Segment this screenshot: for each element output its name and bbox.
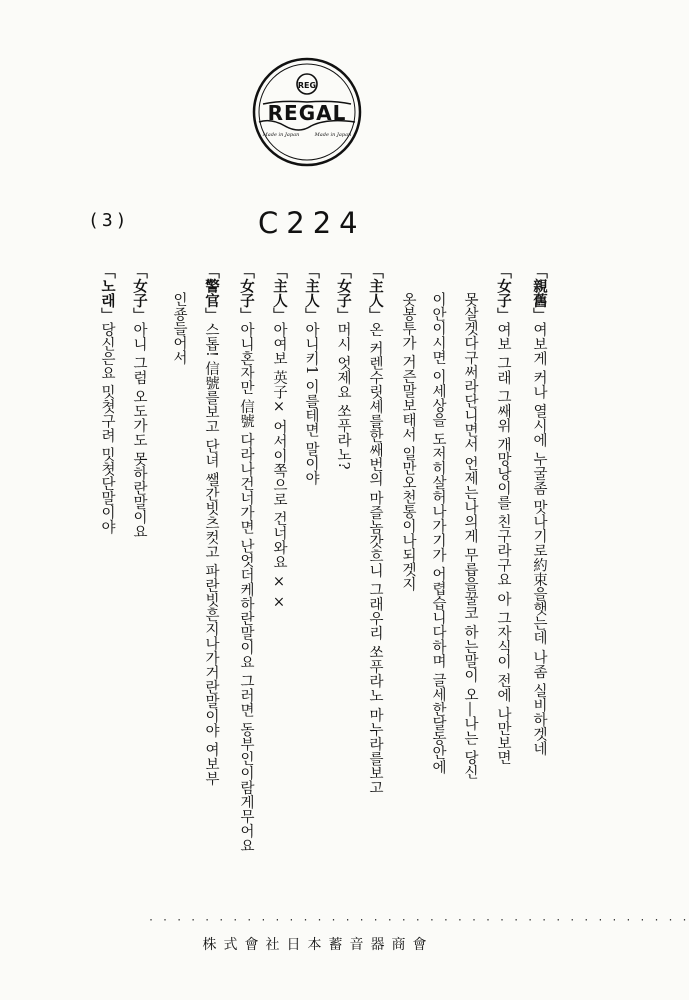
speaker-label: 「主人」: [367, 264, 384, 322]
line-text: 아여보 英子× 어서이쪽으로 건너와요 × ×: [271, 322, 287, 611]
dialogue-line: [94, 264, 120, 879]
dialogue-line: [126, 264, 152, 879]
line-text: 아니혼자만 信號 다라나건너가면 난엇더케하란말이요 그러면 동부인이람게무어요: [238, 322, 254, 853]
dialogue-line: [266, 264, 292, 879]
line-text: 인죵들어서: [171, 292, 187, 365]
logo-sub-left: Made in Japan: [262, 132, 300, 138]
dialogue-line: [457, 292, 483, 879]
speaker-label: 「女子」: [335, 264, 352, 322]
line-text: 스톱! 信號를보고 단녀 쌜간빗츠컷고 파란빗흔지나가거란말이야 여보부: [203, 322, 219, 786]
line-text: 여보 그래 그쌔위 개망낭이를 친구라구요 아 그자식이 전에 나만보면: [495, 322, 511, 765]
line-text: 온 커렌수릿셰를한쌔번의 마즐놈갓흐니 그래우리 쏘푸라노 마누라를보고: [367, 322, 383, 795]
dialogue-line: [526, 264, 552, 879]
speaker-label: 「警官」: [203, 264, 220, 322]
speaker-label: 「主人」: [271, 264, 288, 322]
dialogue-line: [425, 292, 451, 879]
line-text: 못살겟다구써라단니면서 언제는나의게 무릅을꿀코 하는말이 오―나는 당신: [462, 292, 478, 780]
logo-name: REGAL: [267, 101, 347, 125]
logo-sub-right: Made in Japan: [314, 132, 352, 138]
dialogue-line: [233, 264, 259, 879]
speaker-label: 「女子」: [495, 264, 512, 322]
dialogue-line: [395, 292, 421, 879]
regal-seal-icon: [251, 56, 363, 168]
line-text: 여보게 커나 열시에 누굴좀 맛나기로約束을햇는데 나좀 실비하겟네: [531, 322, 547, 756]
line-text: 머시 엇제요 쏘푸라노?: [335, 322, 351, 470]
dialogue-line: [166, 292, 192, 879]
page-number: (3): [88, 210, 130, 231]
speaker-label: 「女子」: [238, 264, 255, 322]
line-text: 이안이시면 이세상을 도저히살허나가기가 어렵습니다하며 글세한달동안에: [430, 292, 446, 775]
dialogue-line: [362, 264, 388, 879]
speaker-label: 「主人」: [303, 264, 320, 322]
dialogue-line: [298, 264, 324, 879]
footer-dotted-rule: · · · · · · · · · · · · · · · · · · · · · · · · · · · · · · · · · · · · · · ·: [148, 915, 689, 926]
speaker-label: 「노래」: [99, 264, 116, 322]
logo-top-mark: REG: [297, 81, 317, 90]
line-text: 당신은요 밋쳣구려 밋쳣단말이야: [99, 322, 115, 535]
dialogue-line: [330, 264, 356, 879]
footer-company: 株式會社日本蓄音器商會: [202, 937, 434, 953]
catalog-number: C224: [258, 206, 366, 240]
speaker-label: 「親舊」: [531, 264, 548, 322]
line-text: 옷봉투가 거즌말보태서 일만오천통이나되겟지: [400, 292, 416, 592]
speaker-label: 「女子」: [131, 264, 148, 322]
line-text: 아니 그럼 오도가도 못하란말이요: [131, 322, 147, 539]
dialogue-line: [490, 264, 516, 879]
dialogue-line: [198, 264, 224, 879]
line-text: 아니키1 이를테면 말이야: [303, 322, 319, 486]
